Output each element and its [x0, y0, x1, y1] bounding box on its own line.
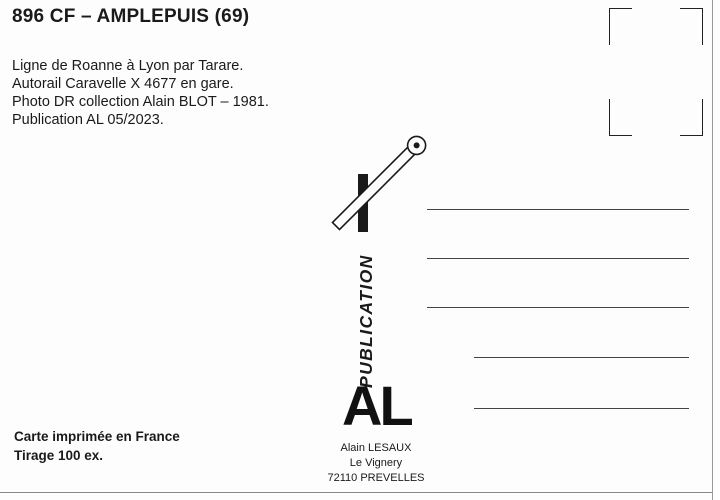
stamp-corner: [609, 8, 632, 45]
publisher-address: [316, 441, 436, 486]
card-right-edge: [712, 0, 713, 500]
address-line: [427, 307, 689, 308]
print-run-label: Tirage 100 ex.: [14, 448, 104, 463]
card-bottom-edge: [0, 492, 712, 493]
caption-line: Autorail Caravelle X 4677 en gare.: [12, 76, 234, 92]
print-info: [14, 427, 180, 465]
printed-in-label: Carte imprimée en France: [14, 429, 180, 444]
photo-caption: [12, 57, 269, 129]
logo-monogram: AL: [342, 374, 411, 437]
caption-line: Publication AL 05/2023.: [12, 112, 164, 128]
address-line: [427, 209, 689, 210]
address-line: [427, 258, 689, 259]
card-title: 896 CF – AMPLEPUIS (69): [12, 6, 250, 27]
caption-line: Photo DR collection Alain BLOT – 1981.: [12, 94, 269, 110]
logo-publication-text: PUBLICATION: [356, 254, 376, 388]
publisher-city: 72110 PREVELLES: [327, 472, 425, 484]
stamp-corner: [680, 8, 703, 45]
address-line: [474, 408, 689, 409]
address-line: [474, 357, 689, 358]
publisher-street: Le Vignery: [349, 457, 403, 469]
stamp-corner: [680, 99, 703, 136]
stamp-corner: [609, 99, 632, 136]
stamp-placeholder: [607, 8, 705, 136]
caption-line: Ligne de Roanne à Lyon par Tarare.: [12, 58, 244, 74]
publisher-name: Alain LESAUX: [340, 442, 412, 454]
